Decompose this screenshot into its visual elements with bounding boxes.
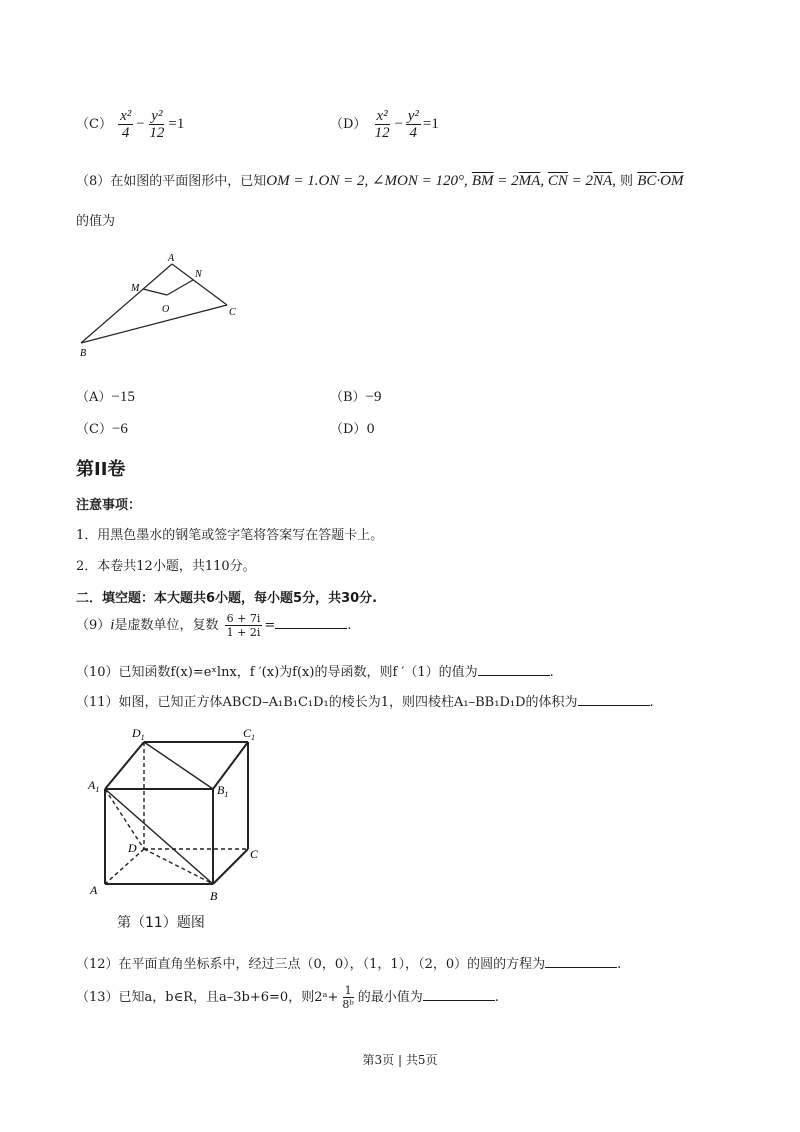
q8-condition: OM = 1.ON = 2, ∠MON = 120°, [266,173,468,189]
hidden-edge-da [105,849,144,884]
q12-question [76,953,621,972]
period: . [494,990,499,1005]
option-value: −6 [111,421,128,437]
q9-text: 是虚数单位，复数 [114,618,219,633]
period: . [649,695,654,710]
option-label: （D） [330,116,367,132]
answer-blank[interactable] [578,693,650,706]
option-label: （A） [76,390,112,405]
label-b1: $B_1$ [217,783,229,799]
label-b: B [80,348,87,359]
page-footer: 第3页 | 共5页 [362,1053,438,1067]
label-c: C [229,307,236,318]
frac-denominator: 4 [121,125,130,141]
answer-blank[interactable] [423,988,495,1001]
equals-sign: = [264,618,276,633]
q8-option-b [330,386,382,406]
section-heading: 二．填空题：本大题共6小题，每小题5分，共30分. [76,591,378,606]
option-label: （C） [76,116,112,132]
q9-prefix: （9） [76,618,111,633]
answer-blank[interactable] [478,663,550,676]
label-a: A [168,253,175,264]
q13-question [76,984,499,1011]
period: . [549,665,554,680]
option-label: （B） [330,390,366,405]
option-label: （D） [330,422,367,437]
label-a: A [90,883,98,897]
q7-option-c: （C） $\frac{\text{x²}}{4}$ − $\frac{\text{y²}}{12}$ =1 [76,108,185,141]
q8-question-line2: 的值为 [76,214,116,229]
q12-text: （12）在平面直角坐标系中，经过三点（0，0），（1，1），（2，0）的圆的方程为 [76,957,546,972]
label-o: O [162,304,170,315]
label-n: N [195,269,202,280]
frac-numerator: 6 + 7i [226,612,261,625]
vector-cn: $\overline{CN}$ [547,173,568,189]
label-c: C [250,847,259,861]
part-title: 第II卷 [76,459,126,480]
answer-blank[interactable] [275,616,347,629]
frac-numerator: 1 [344,984,352,997]
q8-question: （8）在如图的平面图形中，已知OM = 1.ON = 2, ∠MON = 120°, $\overline{BM} = 2\overline{MA}$, $\overline{CN} = 2\overline{NA}$, 则 $\overline{BC}\cdot\overline{OM}$ [76,173,684,189]
edge-cb [213,849,248,884]
q9-question [76,612,351,639]
frac-denominator: 12 [149,125,165,141]
frac-numerator: x² [120,108,132,124]
frac-denominator: 1 + 2i [226,626,261,639]
option-value: −9 [365,389,382,405]
vector-om: $\overline{OM}$ [660,173,684,189]
q10-question [76,661,554,680]
figure-caption: 第（11）题图 [117,915,205,931]
imaginary-unit: i [110,617,115,633]
period: . [347,618,352,633]
q11-cube-figure [80,722,280,937]
label-d: D [128,841,137,855]
q8-option-c [76,418,128,438]
vector-na: $\overline{NA}$ [592,173,613,189]
vector-ma: $\overline{MA}$ [518,173,541,189]
frac-numerator: x² [376,108,388,124]
q8-then: 则 [620,174,634,189]
frac-denominator: 4 [409,125,418,141]
label-b: B [210,889,218,903]
option-value: −15 [111,389,135,405]
edge-c1b1 [213,742,248,789]
period: . [617,957,622,972]
q8-figure [70,250,250,365]
q8-option-a [76,386,135,406]
option-value: 0 [366,422,375,437]
edge-a1d1 [105,742,144,789]
label-c1: $C_1$ [243,726,256,742]
q10-text: （10）已知函数f(x)=eˣlnx，f ′(x)为f(x)的导函数，则f ′（1）的值为 [76,665,478,680]
equation-rhs: =1 [168,115,185,132]
q8-option-d [330,418,375,437]
label-a1: $A_1$ [88,778,100,794]
diagonal-d1b1 [144,742,213,789]
note-2: 2．本卷共12小题，共110分。 [76,559,256,574]
frac-denominator: 12 [374,125,390,141]
q11-question [76,691,654,710]
q13-text: （13）已知a，b∈R，且a–3b+6=0，则2ᵃ+ [76,990,339,1005]
q11-text: （11）如图，已知正方体ABCD–A₁B₁C₁D₁的棱长为1，则四棱柱A₁–BB₁D₁D的体积为 [76,695,578,710]
q7-option-d: （D） $\frac{\text{x²}}{12}$ − $\frac{\text{y²}}{4}$ =1 [330,108,439,141]
answer-blank[interactable] [545,955,617,968]
frac-numerator: y² [151,108,163,124]
option-label: （C） [76,422,112,437]
equation-rhs: =1 [422,115,439,132]
segment-on [167,280,193,295]
vector-bm: $\overline{BM}$ [471,173,494,189]
notes-title: 注意事项： [76,498,142,513]
segment-mo [143,289,167,295]
note-1: 1．用黑色墨水的钢笔或签字笔将答案写在答题卡上。 [76,528,384,543]
vector-bc: $\overline{BC}$ [637,173,657,189]
label-d1: $D_1$ [132,726,145,742]
frac-denominator: 8ᵇ [342,998,354,1011]
frac-numerator: y² [407,108,419,124]
q8-prefix: （8）在如图的平面图形中，已知 [76,174,267,189]
q13-tail: 的最小值为 [357,990,423,1005]
label-m: M [131,283,140,294]
